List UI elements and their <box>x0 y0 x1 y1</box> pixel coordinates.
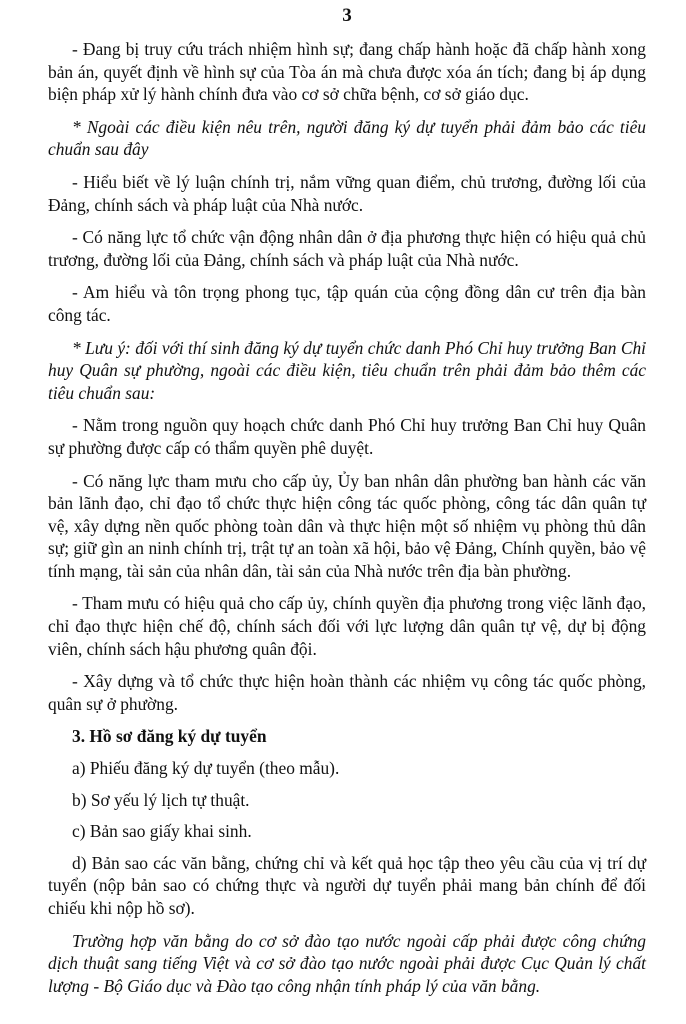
page-number: 3 <box>342 5 352 26</box>
paragraph-planning-source: - Nằm trong nguồn quy hoạch chức danh Phó Chỉ huy trưởng Ban Chỉ huy Quân sự phường được cấp có thẩm quyền phê duyệt. <box>48 415 646 458</box>
paragraph-criminal-record: - Đang bị truy cứu trách nhiệm hình sự; đang chấp hành hoặc đã chấp hành xong bản án, quyết định về hình sự của Tòa án mà chưa được xóa án tích; đang bị áp dụng biện pháp xử lý hành chính đưa vào cơ sở chữa bệnh, cơ sở giáo dục. <box>48 39 646 105</box>
paragraph-note-deputy-commander: * Lưu ý: đối với thí sinh đăng ký dự tuyển chức danh Phó Chỉ huy trưởng Ban Chỉ huy Quân sự phường, ngoài các điều kiện, tiêu chuẩn trên phải đảm bảo thêm các tiêu chuẩn sau: <box>48 337 646 403</box>
list-item-resume: b) Sơ yếu lý lịch tự thuật. <box>72 789 250 810</box>
list-item-registration-form: a) Phiếu đăng ký dự tuyển (theo mẫu). <box>72 758 340 779</box>
paragraph-effective-advice: - Tham mưu có hiệu quả cho cấp ủy, chính quyền địa phương trong việc lãnh đạo, chỉ đạo thực hiện chế độ, chính sách đối với lực lượng dân quân tự vệ, dự bị động viên, chính sách hậu phương quân đội. <box>48 593 646 659</box>
section-heading-application-dossier: 3. Hồ sơ đăng ký dự tuyển <box>72 726 267 747</box>
paragraph-advisory-capacity: - Có năng lực tham mưu cho cấp ủy, Ủy ban nhân dân phường ban hành các văn bản lãnh đạo, chỉ đạo tổ chức thực hiện công tác quốc phòng, công tác dân quân tự vệ, xây dựng nền quốc phòng toàn dân và thực hiện một số nhiệm vụ phòng thủ dân sự; giữ gìn an ninh chính trị, trật tự an toàn xã hội, bảo vệ Đảng, Chính quyền, bảo vệ tính mạng, tài sản của nhân dân, tài sản của Nhà nước trên địa bàn phường. <box>48 470 646 581</box>
paragraph-political-theory: - Hiểu biết về lý luận chính trị, nắm vững quan điểm, chủ trương, đường lối của Đảng, chính sách và pháp luật của Nhà nước. <box>48 171 646 215</box>
list-item-diplomas: d) Bản sao các văn bằng, chứng chỉ và kết quả học tập theo yêu cầu của vị trí dự tuyển (nộp bản sao có chứng thực và người dự tuyển phải mang bản chính để đối chiếu khi nộp hồ sơ). <box>48 852 646 918</box>
paragraph-additional-criteria-intro: * Ngoài các điều kiện nêu trên, người đăng ký dự tuyển phải đảm bảo các tiêu chuẩn sau đây <box>48 116 646 160</box>
list-item-birth-certificate: c) Bản sao giấy khai sinh. <box>72 821 252 842</box>
paragraph-foreign-diplomas: Trường hợp văn bằng do cơ sở đào tạo nước ngoài cấp phải được công chứng dịch thuật sang tiếng Việt và cơ sở đào tạo nước ngoài phải được Cục Quản lý chất lượng - Bộ Giáo dục và Đào tạo công nhận tính pháp lý của văn bằng. <box>48 930 646 996</box>
paragraph-local-customs: - Am hiểu và tôn trọng phong tục, tập quán của cộng đồng dân cư trên địa bàn công tác. <box>48 282 646 325</box>
paragraph-mobilization-capacity: - Có năng lực tổ chức vận động nhân dân ở địa phương thực hiện có hiệu quả chủ trương, đường lối của Đảng, chính sách và pháp luật của Nhà nước. <box>48 227 646 270</box>
paragraph-defense-tasks: - Xây dựng và tổ chức thực hiện hoàn thành các nhiệm vụ công tác quốc phòng, quân sự ở phường. <box>48 671 646 714</box>
